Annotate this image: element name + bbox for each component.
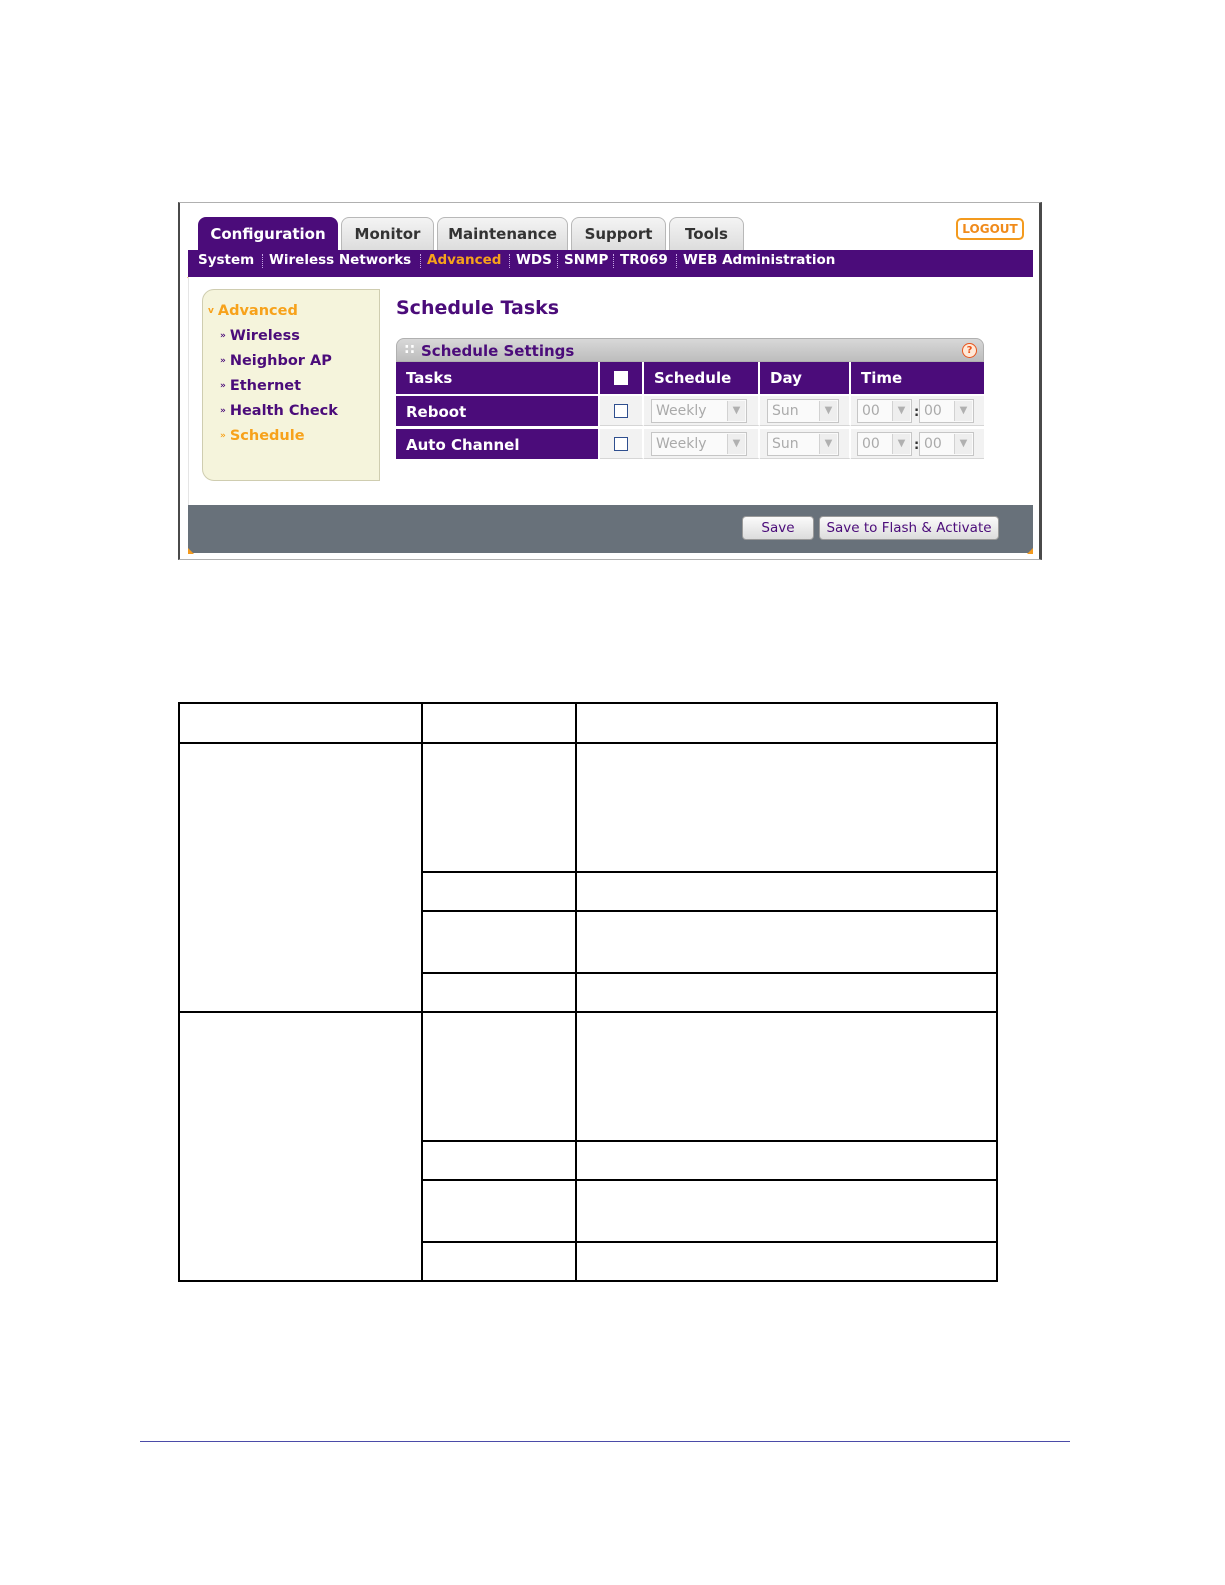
sidebar-item-ethernet[interactable]: » Ethernet (220, 378, 302, 394)
table-row-divider (421, 1179, 998, 1181)
sidebar-item-health-check[interactable]: » Health Check (220, 403, 338, 419)
table-row-divider (421, 910, 998, 912)
reboot-checkbox[interactable] (614, 404, 628, 418)
double-chevron-icon: » (220, 331, 226, 341)
reboot-schedule-select[interactable]: Weekly ▼ (651, 399, 747, 423)
auto-channel-minute-select[interactable]: 00 ▼ (919, 432, 974, 456)
chevron-down-icon: ▼ (727, 434, 745, 454)
footer-bar (188, 505, 1033, 553)
chevron-down-icon: ▼ (819, 434, 837, 454)
table-cell (644, 427, 760, 459)
double-chevron-icon: » (220, 356, 226, 366)
task-label-reboot: Reboot (396, 394, 600, 426)
subnav-snmp[interactable]: SNMP (564, 252, 609, 268)
admin-screenshot (178, 202, 1042, 560)
panel-header (396, 338, 984, 362)
panel-title: Schedule Settings (421, 342, 575, 360)
content-area (188, 277, 1034, 505)
tab-configuration[interactable]: Configuration (198, 217, 338, 251)
sidebar-section-advanced[interactable]: v Advanced (208, 303, 298, 319)
tab-maintenance[interactable]: Maintenance (437, 217, 568, 251)
reboot-minute-select[interactable]: 00 ▼ (919, 399, 974, 423)
chevron-down-icon: ▼ (954, 434, 972, 454)
tab-tools[interactable]: Tools (669, 217, 744, 251)
sidebar (202, 289, 380, 481)
time-separator: : (914, 405, 920, 420)
table-cell (644, 394, 760, 426)
task-label-auto-channel: Auto Channel Selection (396, 427, 600, 459)
col-header-day: Day (760, 362, 851, 394)
schedule-settings-panel (396, 338, 984, 486)
save-button[interactable]: Save (742, 516, 814, 540)
chevron-down-icon: ▼ (954, 401, 972, 421)
sidebar-item-wireless[interactable]: » Wireless (220, 328, 300, 344)
tab-support[interactable]: Support (571, 217, 666, 251)
chevron-down-icon: ▼ (819, 401, 837, 421)
col-header-time: Time (851, 362, 984, 394)
table-column-divider (421, 702, 423, 1282)
chevron-down-icon: ▼ (892, 401, 910, 421)
table-header-divider (178, 742, 998, 744)
subnav-advanced[interactable]: Advanced (427, 252, 502, 268)
logout-button[interactable]: LOGOUT (956, 218, 1024, 240)
auto-channel-checkbox[interactable] (614, 437, 628, 451)
table-border (178, 702, 998, 704)
auto-channel-hour-select[interactable]: 00 ▼ (857, 432, 912, 456)
table-column-divider (575, 702, 577, 1282)
page-footer-rule (140, 1441, 1070, 1442)
subnav-wireless-networks[interactable]: Wireless Networks (269, 252, 412, 268)
col-header-select-all (600, 362, 644, 394)
table-cell (600, 427, 644, 459)
help-icon[interactable]: ? (962, 343, 977, 358)
table-cell (600, 394, 644, 426)
double-chevron-icon: » (220, 406, 226, 416)
chevron-down-icon: ▼ (892, 434, 910, 454)
sidebar-item-schedule[interactable]: » Schedule (220, 428, 305, 444)
reboot-day-select[interactable]: Sun ▼ (767, 399, 839, 423)
subnav-tr069[interactable]: TR069 (620, 252, 668, 268)
tab-monitor[interactable]: Monitor (341, 217, 434, 251)
sidebar-item-neighbor-ap[interactable]: » Neighbor AP (220, 353, 332, 369)
table-cell (851, 427, 984, 459)
subnav-wds[interactable]: WDS (516, 252, 552, 268)
subnav-system[interactable]: System (198, 252, 255, 268)
table-border (178, 1280, 998, 1282)
table-cell (760, 394, 851, 426)
table-border (996, 702, 998, 1282)
save-to-flash-button[interactable]: Save to Flash & Activate (819, 516, 999, 540)
table-row-divider (421, 871, 998, 873)
sub-navigation (188, 250, 1033, 277)
col-header-tasks: Tasks (396, 362, 600, 394)
corner-decoration-bottom-left (188, 548, 194, 554)
table-border (178, 702, 180, 1282)
chevron-down-icon: ▼ (727, 401, 745, 421)
settings-description-table (178, 702, 998, 1282)
chevron-down-icon: v (208, 306, 214, 316)
table-row-divider (421, 1241, 998, 1243)
col-header-schedule: Schedule (644, 362, 760, 394)
double-chevron-icon: » (220, 381, 226, 391)
table-group-divider (178, 1011, 998, 1013)
auto-channel-day-select[interactable]: Sun ▼ (767, 432, 839, 456)
corner-decoration-bottom-right (1027, 548, 1033, 554)
table-cell (851, 394, 984, 426)
table-row-divider (421, 972, 998, 974)
page-title: Schedule Tasks (396, 297, 560, 319)
grip-icon: :: (404, 341, 416, 357)
table-cell (760, 427, 851, 459)
table-row-divider (421, 1140, 998, 1142)
double-chevron-icon: » (220, 431, 226, 441)
auto-channel-schedule-select[interactable]: Weekly ▼ (651, 432, 747, 456)
select-all-checkbox[interactable] (614, 371, 628, 385)
time-separator: : (914, 438, 920, 453)
reboot-hour-select[interactable]: 00 ▼ (857, 399, 912, 423)
subnav-web-administration[interactable]: WEB Administration (683, 252, 836, 268)
